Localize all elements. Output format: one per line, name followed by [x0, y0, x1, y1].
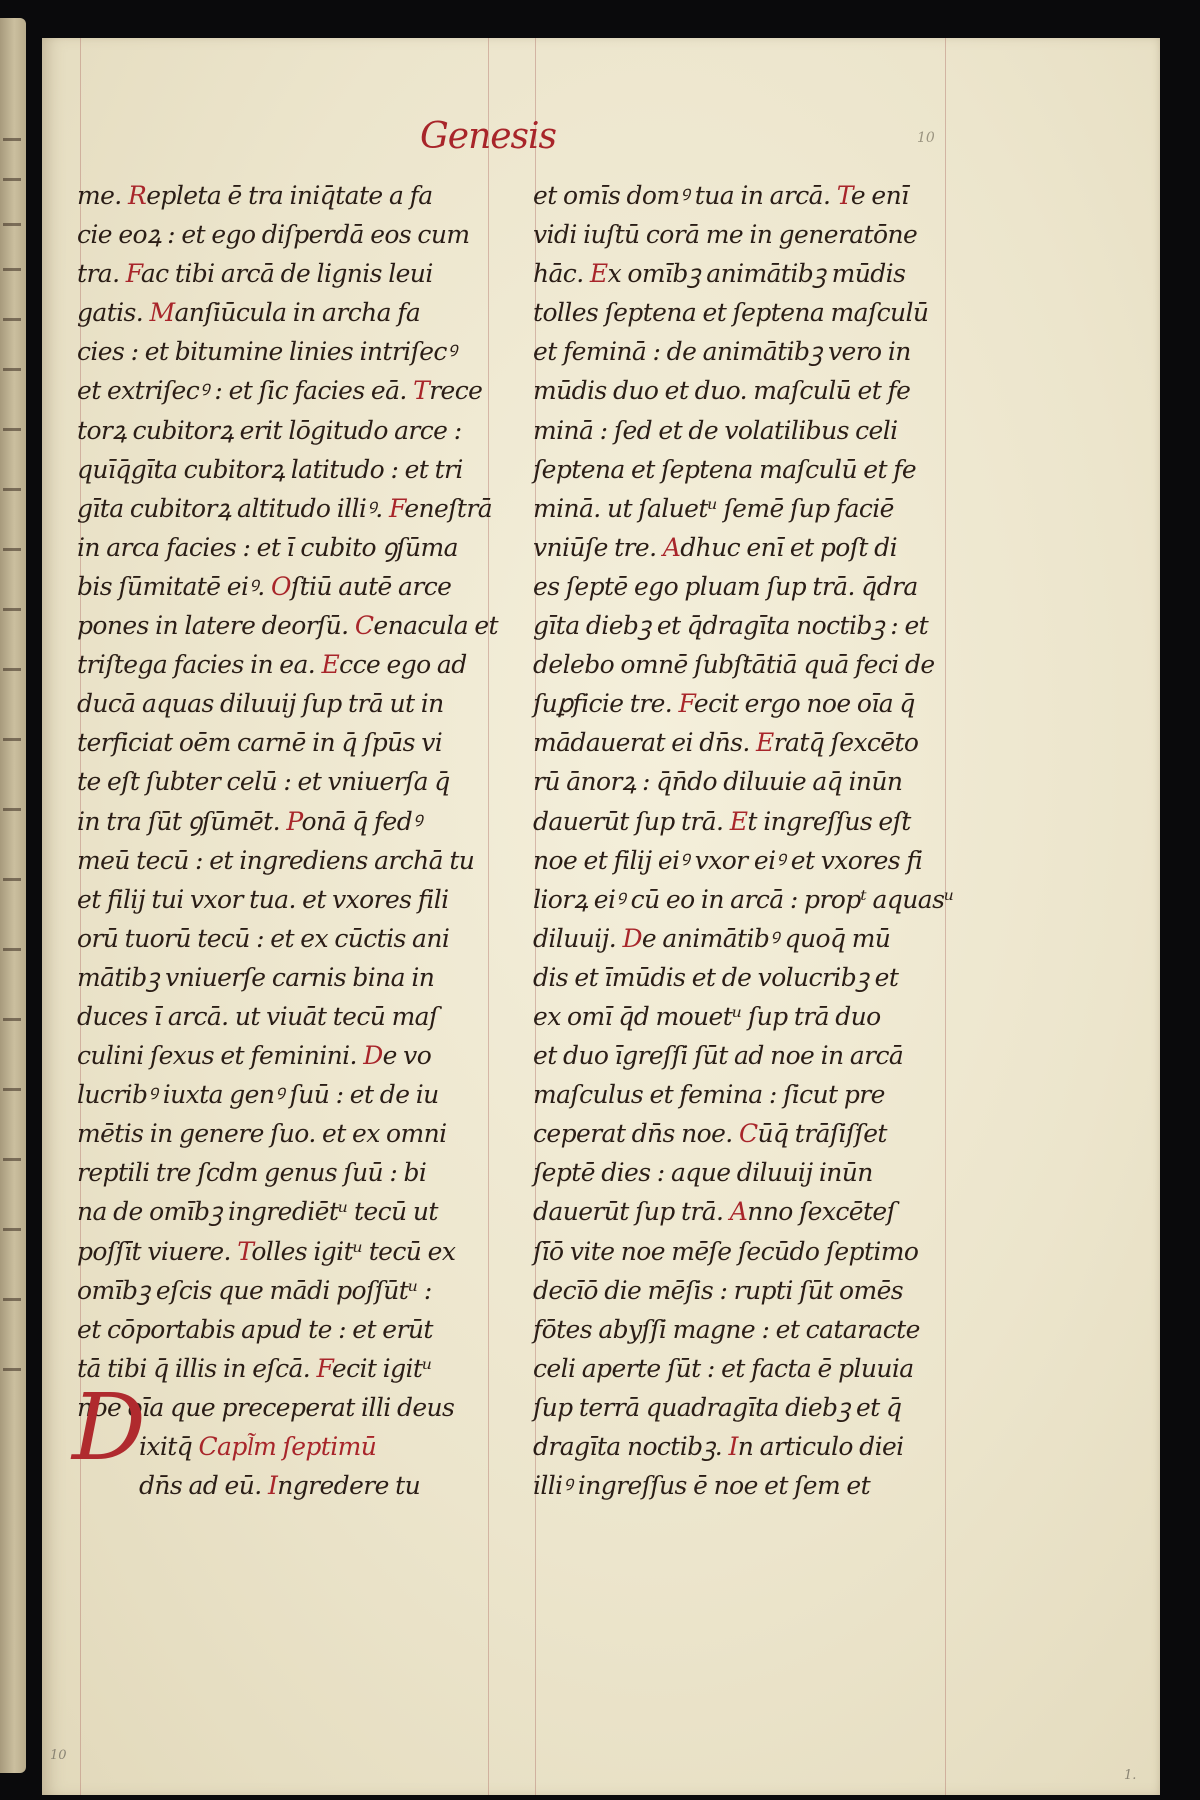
- rubric: M: [149, 298, 175, 328]
- folio-number: 10: [917, 130, 935, 146]
- rubric: I: [267, 1471, 278, 1501]
- text-line: [533, 450, 938, 489]
- ruling-line: [945, 38, 946, 1795]
- text-run: in tra ſūt ꝯſūmēt.: [77, 806, 287, 836]
- manuscript-folio: [42, 38, 1160, 1795]
- rubric: T: [413, 376, 430, 406]
- text-run: celi aperte ſūt : et facta ē pluuia: [533, 1353, 914, 1383]
- text-run: et filij tui vxor tua. et vxores fili: [77, 884, 449, 914]
- text-line: [77, 1271, 477, 1310]
- text-run: rece: [429, 376, 483, 406]
- text-line: [77, 841, 477, 880]
- rubric: A: [662, 532, 681, 562]
- text-line: [533, 958, 938, 997]
- text-line: [77, 997, 477, 1036]
- text-run: terficiat oēm carnē in q̄ ſpūs vi: [77, 728, 443, 758]
- text-run: dragīta noctibꝫ.: [533, 1432, 729, 1461]
- text-line: [77, 802, 477, 841]
- text-run: cce ego ad: [339, 650, 467, 680]
- text-run: cie eoꝝ : et ego diſperdā eos cum: [77, 220, 470, 250]
- text-line: [77, 1114, 477, 1153]
- text-run: epleta ē tra iniq̄tate a fa: [146, 181, 433, 210]
- text-line: [77, 1036, 477, 1075]
- text-run: cies : et bitumine linies intriſecꝰ: [77, 337, 456, 367]
- text-line: [77, 723, 477, 762]
- text-run: ecit igitᵘ: [331, 1353, 432, 1383]
- text-line: [533, 1427, 938, 1466]
- text-run: enacula et: [373, 611, 498, 641]
- text-run: decīō die mēſis : rupti ſūt omēs: [533, 1275, 904, 1305]
- text-line: [77, 215, 477, 254]
- text-line: [533, 880, 954, 919]
- text-line: [533, 1310, 938, 1349]
- text-line: [533, 371, 938, 410]
- text-line: [77, 1075, 477, 1114]
- text-line: [77, 489, 493, 528]
- text-run: me.: [77, 181, 128, 210]
- ruling-line: [488, 38, 489, 1795]
- bottom-right-mark: 1.: [1124, 1768, 1137, 1783]
- text-run: mūdis duo et duo. maſculū et fe: [533, 376, 911, 406]
- text-line: [533, 411, 938, 450]
- text-run: ixitq̄: [139, 1432, 199, 1461]
- text-run: ſtiū autē arce: [290, 571, 452, 601]
- text-run: et cōportabis apud te : et erūt: [77, 1314, 433, 1344]
- text-run: minā : ſed et de volatilibus celi: [533, 415, 898, 445]
- rubric: R: [128, 181, 147, 210]
- text-line: [533, 176, 938, 215]
- right-text-column: [533, 176, 954, 1505]
- rubric: E: [756, 728, 774, 758]
- text-run: e vo: [382, 1041, 432, 1071]
- text-run: ceperat dn̄s noe.: [533, 1119, 739, 1149]
- text-run: ngredere tu: [277, 1471, 421, 1501]
- rubric: P: [286, 806, 302, 836]
- text-run: onā q̄ fedꝰ: [301, 806, 422, 836]
- rubric: D: [363, 1041, 383, 1071]
- text-run: gīta diebꝫ et q̄dragīta noctibꝫ : et: [533, 611, 929, 641]
- text-run: et feminā : de animātibꝫ vero in: [533, 337, 911, 367]
- text-line: [533, 1114, 938, 1153]
- text-run: eneſtrā: [404, 493, 493, 523]
- text-run: in arca facies : et ī cubito ꝯſūma: [77, 532, 458, 562]
- text-run: vidi iuſtū corā me in generatōne: [533, 220, 918, 250]
- text-line: [77, 528, 477, 567]
- rubric: I: [728, 1432, 738, 1461]
- text-run: lucribꝰ iuxta genꝰ ſuū : et de iu: [77, 1080, 439, 1110]
- rubric: E: [321, 650, 340, 680]
- text-run: t ingreſſus eſt: [747, 806, 911, 836]
- text-run: orū tuorū tecū : et ex cūctis ani: [77, 923, 450, 953]
- rubric: A: [729, 1197, 748, 1227]
- text-line: [77, 1232, 477, 1271]
- text-line: [533, 1232, 938, 1271]
- text-line: [533, 1075, 938, 1114]
- text-run: ſīō vite noe mēſe ſecūdo ſeptimo: [533, 1236, 919, 1266]
- text-run: dis et īmūdis et de volucribꝫ et: [533, 962, 899, 992]
- text-run: ūq̄ trāſiſſet: [757, 1119, 887, 1149]
- text-line: [77, 1310, 477, 1349]
- text-line: [77, 606, 498, 645]
- text-line: [77, 1153, 477, 1192]
- rubric: T: [237, 1236, 252, 1266]
- text-run: triſtega facies in ea.: [77, 650, 322, 680]
- text-line: [533, 1036, 938, 1075]
- text-line: [533, 215, 938, 254]
- rubric: F: [388, 493, 405, 523]
- text-run: hāc.: [533, 259, 590, 289]
- text-line: [77, 645, 477, 684]
- text-run: vniūſe tre.: [533, 532, 663, 562]
- rubric: F: [125, 259, 141, 289]
- text-run: e enī: [850, 181, 909, 210]
- text-run: rū ānorꝝ : q̄n̄do diluuie aq̄ inūn: [533, 767, 903, 797]
- text-line: [77, 371, 483, 410]
- text-run: dauerūt ſup trā.: [533, 806, 730, 836]
- text-run: liorꝝ eiꝰ cū eo in arcā : propᵗ aquasᵘ: [533, 884, 954, 914]
- text-run: noe et filij eiꝰ vxor eiꝰ et vxores fi: [533, 845, 923, 875]
- text-run: bis ſūmitatē eiꝰ.: [77, 571, 272, 601]
- text-line: [533, 567, 938, 606]
- text-run: es ſeptē ego pluam ſup trā. q̄dra: [533, 571, 918, 601]
- text-run: ex omī q̄d mouetᵘ ſup trā duo: [533, 1001, 881, 1031]
- text-line: [533, 254, 938, 293]
- text-run: olles igitᵘ tecū ex: [251, 1236, 456, 1266]
- text-line: [533, 841, 938, 880]
- text-run: x omībꝫ animātibꝫ mūdis: [607, 259, 906, 289]
- text-line: [533, 762, 938, 801]
- text-line: [77, 176, 477, 215]
- text-run: meū tecū : et ingrediens archā tu: [77, 845, 475, 875]
- text-run: e animātibꝰ quoq̄ mū: [641, 923, 891, 953]
- rubric: E: [729, 806, 748, 836]
- text-run: mātibꝫ vniuerſe carnis bina in: [77, 962, 435, 992]
- text-run: et duo īgreſſi ſūt ad noe in arcā: [533, 1041, 904, 1071]
- text-line: [533, 1388, 938, 1427]
- text-run: gīta cubitorꝝ altitudo illiꝰ.: [77, 493, 389, 523]
- left-text-column: [77, 176, 498, 1505]
- text-line: [533, 528, 938, 567]
- text-run: dauerūt ſup trā.: [533, 1197, 730, 1227]
- text-line: [533, 802, 938, 841]
- text-run: poſſīt viuere.: [77, 1236, 238, 1266]
- text-run: maſculus et femina : ſicut pre: [533, 1080, 885, 1110]
- text-line: [533, 606, 938, 645]
- text-line: [77, 254, 477, 293]
- text-line: [533, 919, 938, 958]
- rubric: F: [316, 1353, 332, 1383]
- text-run: anſiūcula in archa fa: [174, 298, 421, 328]
- text-line: [533, 332, 938, 371]
- text-line: [77, 332, 477, 371]
- rubric: F: [678, 689, 694, 719]
- text-run: ducā aquas diluuij ſup trā ut in: [77, 689, 444, 719]
- text-run: ratq̄ ſexcēto: [773, 728, 919, 758]
- text-line: [533, 645, 938, 684]
- text-run: delebo omnē ſubſtātiā quā feci de: [533, 650, 935, 680]
- rubric: E: [589, 259, 608, 289]
- text-line: [533, 293, 938, 332]
- text-run: te eſt ſubter celū : et vniuerſa q̄: [77, 767, 450, 797]
- text-run: torꝝ cubitorꝝ erit lōgitudo arce :: [77, 415, 462, 445]
- text-line: [533, 997, 938, 1036]
- text-run: dhuc enī et poſt di: [680, 532, 897, 562]
- text-run: culini ſexus et feminini.: [77, 1041, 364, 1071]
- text-run: reptili tre ſcdm genus ſuū : bi: [77, 1158, 427, 1188]
- rubric: O: [271, 571, 291, 601]
- text-line: [77, 762, 477, 801]
- text-run: diluuij.: [533, 923, 623, 953]
- bottom-left-mark: 10: [50, 1748, 67, 1763]
- text-line: [533, 489, 938, 528]
- text-line: [533, 723, 938, 762]
- text-run: tā tibi q̄ illis in eſcā.: [77, 1353, 317, 1383]
- text-run: ecit ergo noe oīa q̄: [693, 689, 915, 719]
- text-run: ac tibi arcā de lignis leui: [140, 259, 433, 289]
- text-run: mādauerat ei dn̄s.: [533, 728, 757, 758]
- text-line: [533, 684, 938, 723]
- text-run: ſeptē dies : aque diluuij inūn: [533, 1158, 873, 1188]
- text-run: fōtes abyſſi magne : et cataracte: [533, 1314, 920, 1344]
- text-run: et extriſecꝰ : et ſic facies eā.: [77, 376, 414, 406]
- text-run: tolles ſeptena et ſeptena maſculū: [533, 298, 929, 328]
- running-title: Genesis: [420, 116, 557, 157]
- text-run: ſeptena et ſeptena maſculū et fe: [533, 454, 917, 484]
- text-line: [77, 293, 477, 332]
- text-line: [533, 1466, 938, 1505]
- rubric: C: [738, 1119, 758, 1149]
- text-line: [77, 450, 477, 489]
- rubric: T: [836, 181, 851, 210]
- text-run: duces ī arcā. ut viuāt tecū maſ: [77, 1001, 438, 1031]
- text-line: [77, 684, 477, 723]
- text-line: [533, 1271, 938, 1310]
- text-run: gatis.: [77, 298, 150, 328]
- text-line: [533, 1192, 938, 1231]
- text-run: pones in latere deorſū.: [77, 611, 355, 641]
- text-line: [77, 880, 477, 919]
- text-run: omībꝫ eſcis que mādi poſſūtᵘ :: [77, 1275, 432, 1305]
- text-run: noe oīa que preceperat illi deus: [77, 1392, 455, 1422]
- text-run: ſuꝑficie tre.: [533, 689, 679, 719]
- text-run: dn̄s ad eū.: [139, 1471, 268, 1501]
- text-line: [533, 1153, 938, 1192]
- text-run: illiꝰ ingreſſus ē noe et ſem et: [533, 1471, 871, 1501]
- text-run: mētis in genere ſuo. et ex omni: [77, 1119, 447, 1149]
- text-line: [77, 1192, 477, 1231]
- rubric: D: [622, 923, 642, 953]
- decorated-initial: D: [72, 1374, 146, 1481]
- text-run: quīq̄gīta cubitorꝝ latitudo : et tri: [77, 454, 463, 484]
- rubric: Capl͂m ſeptimū: [198, 1432, 377, 1461]
- previous-page-edge: [0, 18, 26, 1773]
- text-run: ſup terrā quadragīta diebꝫ et q̄: [533, 1392, 902, 1422]
- text-run: nno ſexcēteſ: [747, 1197, 896, 1227]
- text-line: [77, 958, 477, 997]
- rubric: C: [354, 611, 374, 641]
- text-run: et omīs domꝰ tua in arcā.: [533, 181, 837, 210]
- text-line: [533, 1349, 938, 1388]
- text-line: [77, 919, 477, 958]
- text-run: na de omībꝫ ingrediētᵘ tecū ut: [77, 1197, 438, 1227]
- text-line: [77, 411, 477, 450]
- text-run: tra.: [77, 259, 126, 289]
- text-run: n articulo diei: [737, 1432, 904, 1461]
- text-line: [77, 567, 477, 606]
- text-run: minā. ut ſaluetᵘ ſemē ſup faciē: [533, 493, 894, 523]
